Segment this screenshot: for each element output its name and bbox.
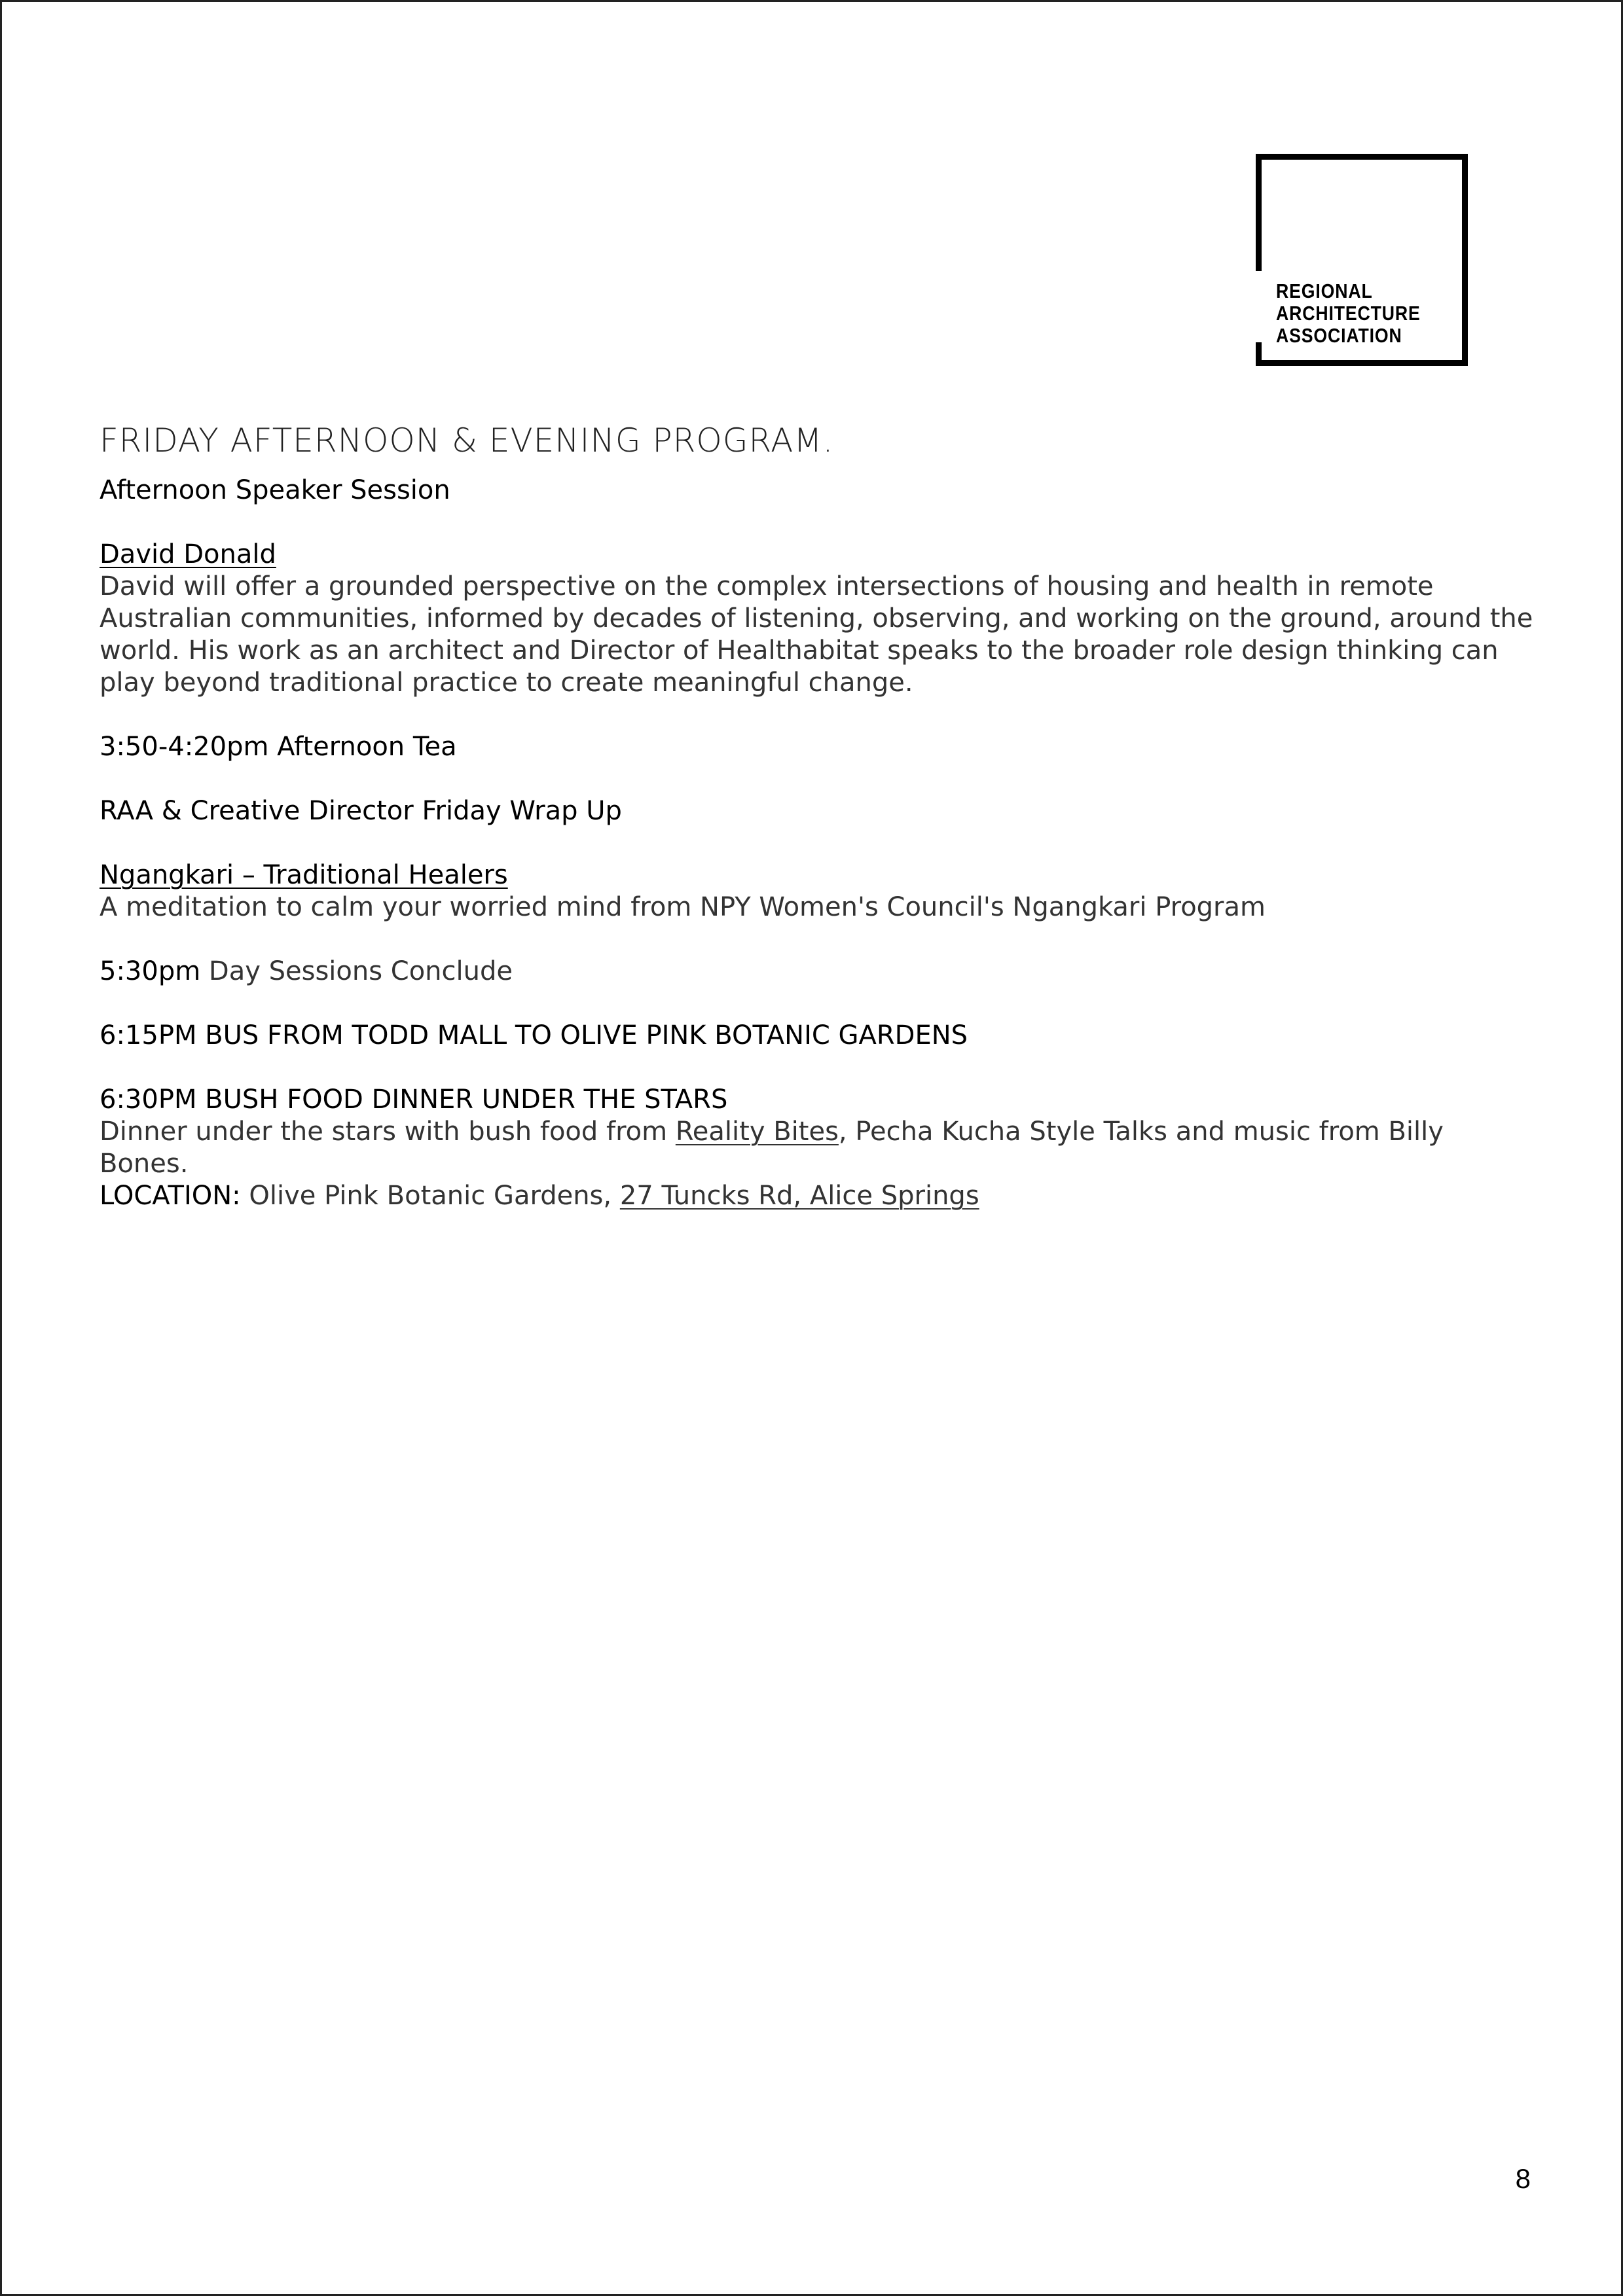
wrap-up-text: RAA & Creative Director Friday Wrap Up (100, 796, 622, 826)
dinner-heading: 6:30PM BUSH FOOD DINNER UNDER THE STARS (100, 1085, 728, 1115)
speaker-name-link[interactable]: David Donald (100, 539, 276, 569)
section-heading-text: Afternoon Speaker Session (100, 475, 450, 505)
logo-text (1276, 280, 1421, 347)
address-link[interactable]: 27 Tuncks Rd, Alice Springs (619, 1181, 979, 1211)
reality-bites-link[interactable]: Reality Bites (675, 1117, 839, 1147)
bus-text: 6:15PM BUS FROM TODD MALL TO OLIVE PINK BOTANIC GARDENS (100, 1020, 968, 1050)
section-heading (100, 475, 1540, 507)
speaker-description: David will offer a grounded perspective on the complex intersections of housing and health in remote Australian communities, informed by decades of listening, observing, and working on the ground, around the world. His work as an architect and Director of Healthabitat speaks to the broader role design thinking can play beyond traditional practice to create meaningful change. (100, 571, 1533, 698)
logo-line-1: REGIONAL (1276, 279, 1373, 302)
dinner-block (100, 1084, 1540, 1212)
conclude-block (100, 956, 1540, 988)
bus-block (100, 1020, 1540, 1052)
ngangkari-title-link[interactable]: Ngangkari – Traditional Healers (100, 860, 508, 890)
conclude-text: Day Sessions Conclude (200, 956, 513, 986)
program-content (100, 421, 1540, 1244)
dinner-text-before: Dinner under the stars with bush food from (100, 1117, 676, 1147)
page-number: 8 (1515, 2163, 1531, 2194)
dinner-text-after: , Pecha Kucha Style Talks and music from Billy Bones. (100, 1117, 1444, 1179)
afternoon-tea-text: 3:50-4:20pm Afternoon Tea (100, 732, 457, 762)
location-label: LOCATION: (100, 1181, 241, 1211)
raa-logo (1256, 154, 1468, 366)
afternoon-tea (100, 731, 1540, 763)
logo-line-2: ARCHITECTURE (1276, 302, 1421, 325)
page-title: FRIDAY AFTERNOON & EVENING PROGRAM. (100, 422, 834, 459)
conclude-time: 5:30pm (100, 956, 201, 986)
logo-line-3: ASSOCIATION (1276, 324, 1402, 347)
speaker-block (100, 539, 1540, 699)
wrap-up (100, 795, 1540, 827)
ngangkari-block (100, 859, 1540, 924)
location-text: Olive Pink Botanic Gardens, (240, 1181, 620, 1211)
ngangkari-description: A meditation to calm your worried mind from NPY Women's Council's Ngangkari Program (100, 892, 1266, 922)
